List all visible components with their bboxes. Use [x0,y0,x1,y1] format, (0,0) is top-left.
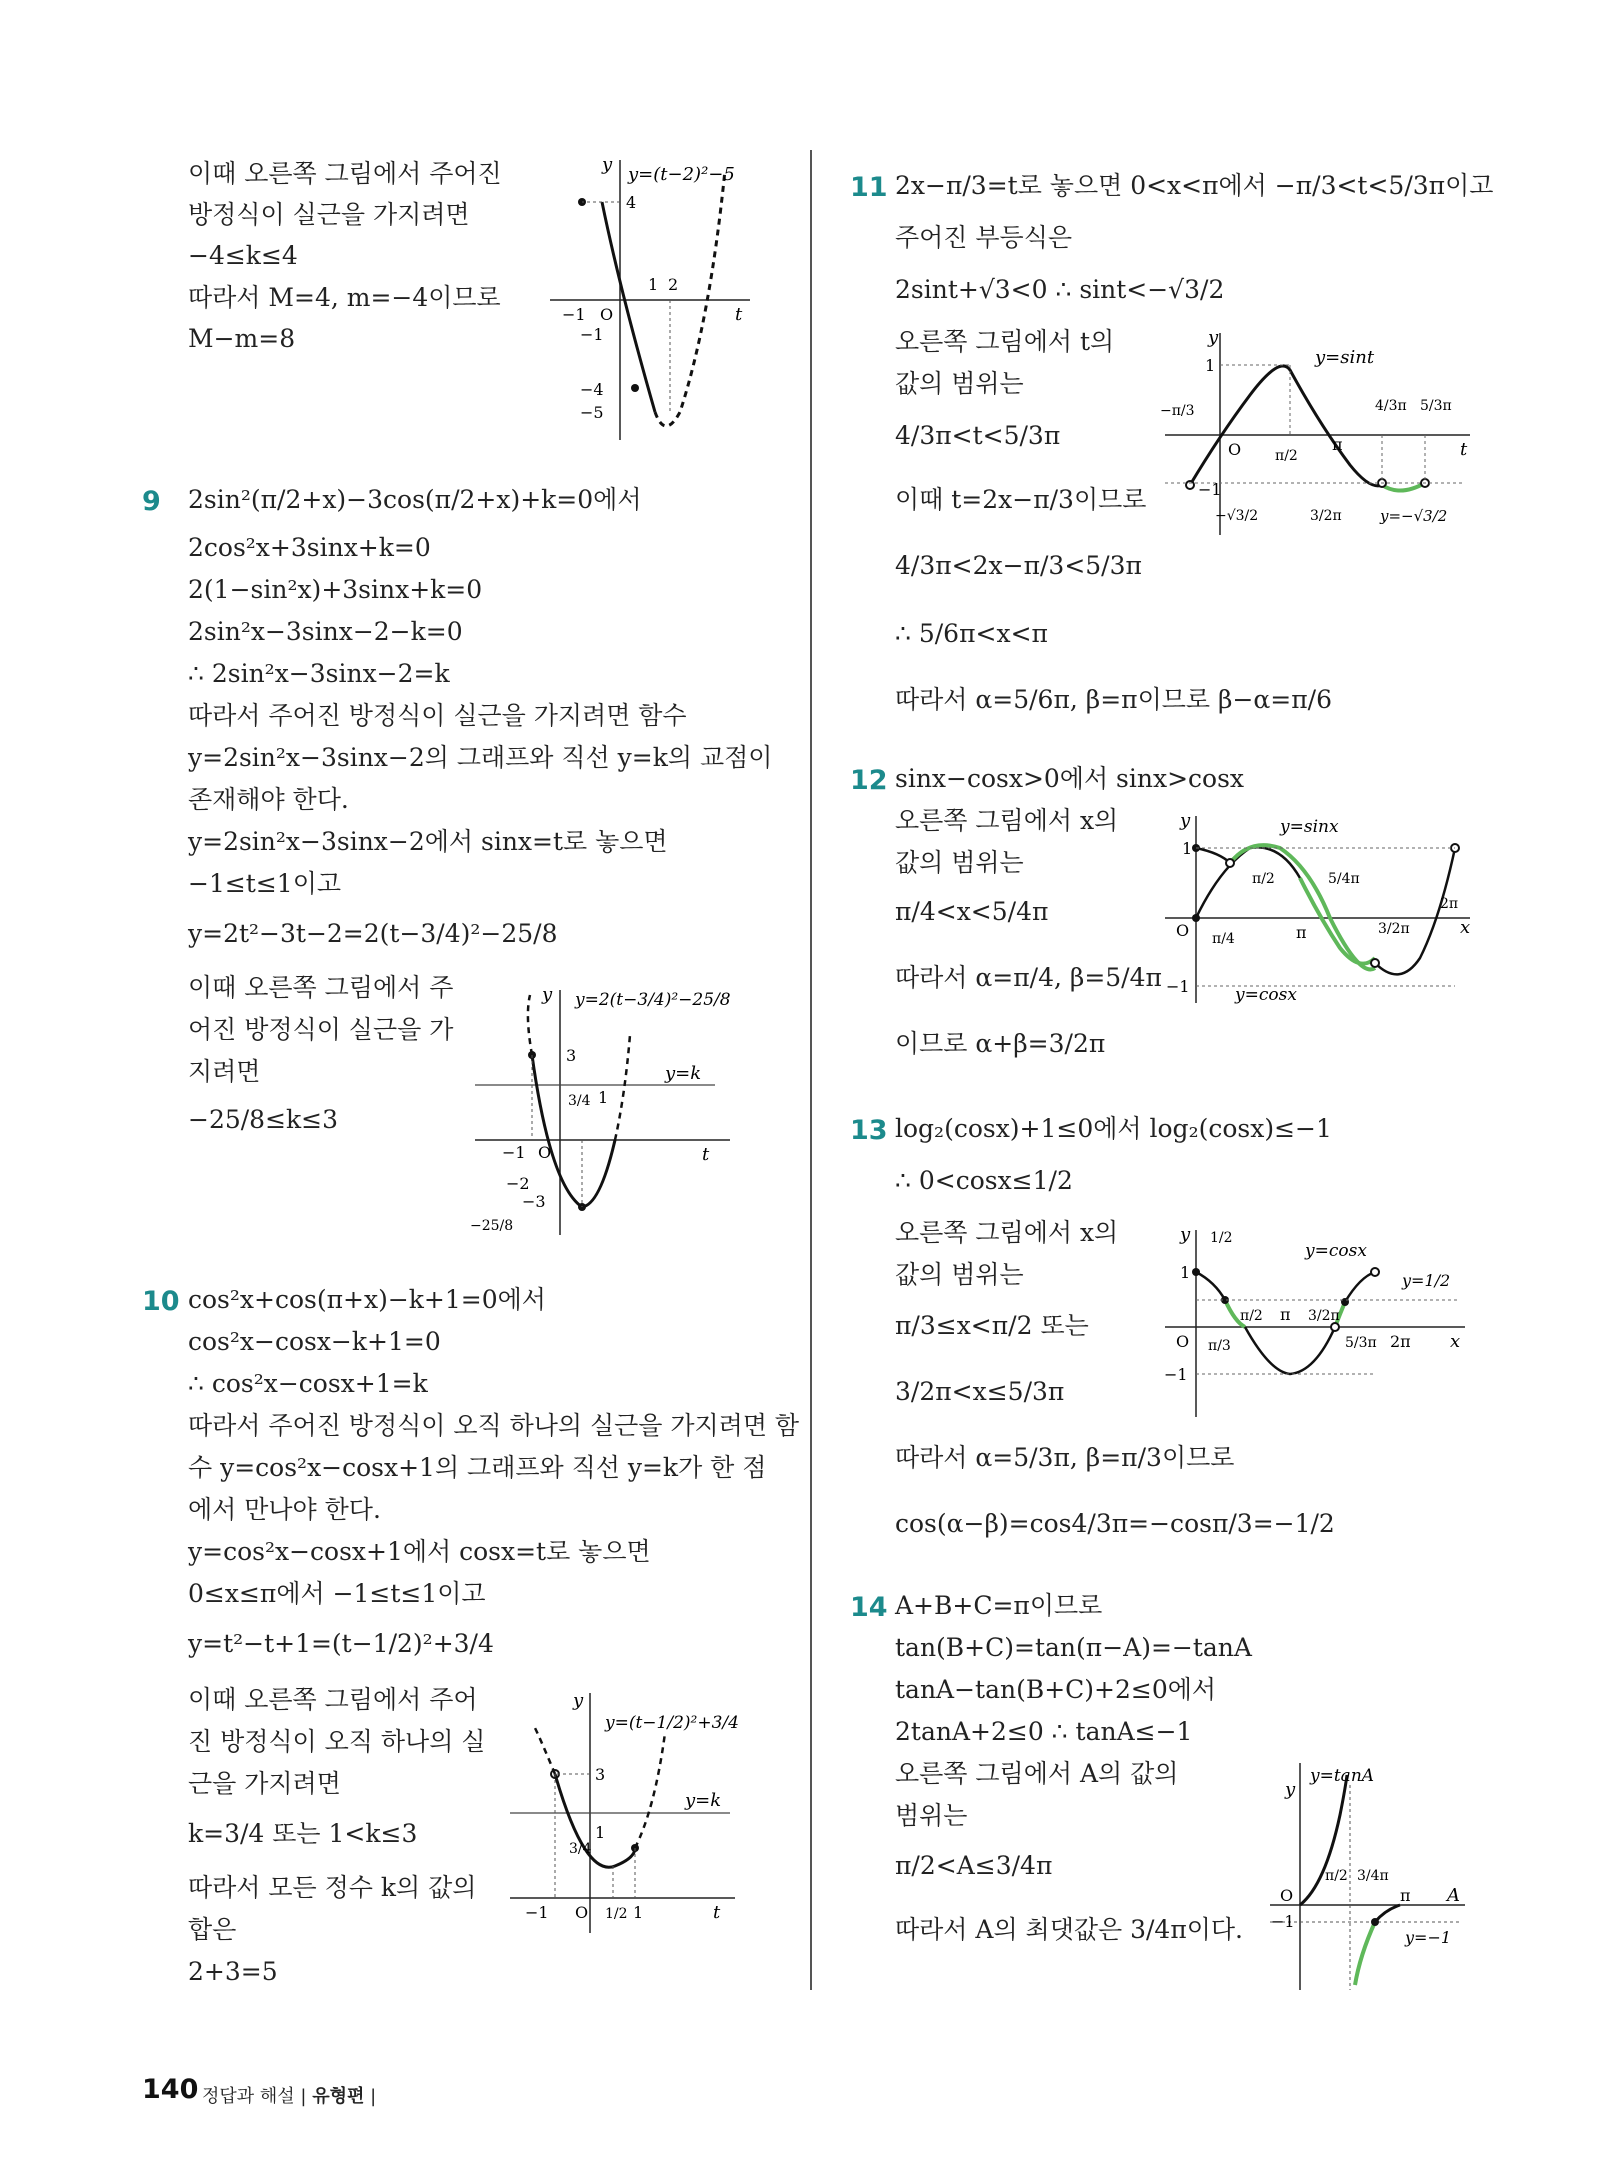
tick-label: O [1228,440,1242,459]
tick-label: −1 [1271,1912,1295,1931]
text-line: π/2<A≤3/4π [895,1851,1053,1880]
tick-label: π/2 [1252,871,1275,887]
tick-label: −1 [502,1143,526,1162]
text-line: 따라서 α=5/3π, β=π/3이므로 [895,1443,1235,1472]
tick-label: O [575,1903,589,1922]
text-line: ∴ 5/6π<x<π [895,619,1048,648]
text-line: y=t²−t+1=(t−1/2)²+3/4 [188,1629,494,1658]
graph-sincos-12-svg [1160,808,1480,1008]
text-line: 4/3π<t<5/3π [895,421,1061,450]
text-line: 범위는 [895,1801,968,1830]
point [1192,1268,1200,1276]
tick-label: π/2 [1325,1868,1348,1884]
graph-cosine-13-svg [1160,1222,1480,1422]
graph-tangent-14 [1265,1755,1475,1995]
line-label: y=−1 [1405,1928,1452,1947]
text-line: 수 y=cos²x−cosx+1의 그래프와 직선 y=k가 한 점 [188,1453,767,1482]
text-line: 합은 [188,1915,237,1944]
tick-label: −1 [1164,1365,1188,1384]
point [1341,1298,1349,1306]
tick-label: 1 [598,1088,609,1107]
graph-parabola-10-svg [505,1688,770,1938]
curve-label: y=sint [1315,347,1375,368]
tick-label: π [1280,1305,1291,1324]
tick-label: O [1280,1886,1294,1905]
text-line: 이때 t=2x−π/3이므로 [895,485,1147,514]
text-line: M−m=8 [188,324,296,353]
tick-label: 1 [1180,1263,1191,1282]
text-line: A+B+C=π이므로 [895,1591,1103,1620]
axis-label: y [573,1690,584,1711]
tick-label: O [1176,921,1190,940]
axis-label: t [1460,439,1468,460]
curve-branch-2 [1375,1905,1400,1922]
open-point [1226,859,1234,867]
text-line: 4/3π<2x−π/3<5/3π [895,551,1142,580]
text-line: 따라서 M=4, m=−4이므로 [188,283,501,312]
tick-label: π/4 [1212,931,1235,947]
tick-label: 2 [668,275,679,294]
text-line: 어진 방정식이 실근을 가 [188,1015,454,1044]
axis-label: t [702,1144,710,1165]
line-label: y=k [665,1063,702,1084]
curve-sin [1196,847,1300,918]
text-line: −25/8≤k≤3 [188,1105,339,1134]
graph-sincos-12 [1160,808,1480,1008]
tick-label: −1 [1166,977,1190,996]
tick-label: −5 [580,403,604,422]
graph-parabola-10 [505,1688,770,1938]
tick-label: 1 [1205,356,1216,375]
axis-label: x [1460,917,1471,938]
curve-solid [555,1774,635,1867]
graph-parabola-1 [540,150,760,450]
graph-parabola-1-svg [540,150,760,450]
text-line: 2x−π/3=t로 놓으면 0<x<π에서 −π/3<t<5/3π이고 [895,171,1494,200]
curve-branch-1 [1300,1775,1347,1905]
tick-label: 5/4π [1328,871,1360,887]
tick-label: π [1296,923,1307,942]
tick-label: 4/3π [1375,398,1407,414]
text-line: 이므로 α+β=3/2π [895,1029,1106,1058]
text-line: tan(B+C)=tan(π−A)=−tanA [895,1633,1252,1662]
tick-label: 3/4 [568,1093,591,1109]
curve-label: y=2(t−3/4)²−25/8 [575,990,731,1010]
text-line: 이때 오른쪽 그림에서 주어진 [188,159,502,188]
text-line: 2sint+√3<0 ∴ sint<−√3/2 [895,275,1225,304]
text-line: cos(α−β)=cos4/3π=−cosπ/3=−1/2 [895,1509,1335,1538]
footer-title: 정답과 해설 | 유형편 | [202,2086,377,2107]
text-line: 2+3=5 [188,1957,278,1986]
curve-cos-a [1196,848,1230,863]
tick-label: 1 [595,1823,606,1842]
curve-label: y=(t−1/2)²+3/4 [605,1713,739,1733]
text-line: 지려면 [188,1057,261,1086]
line-label: y=−√3/2 [1380,507,1448,525]
curve-highlight [1382,483,1425,491]
curve-highlight [1355,1922,1375,1985]
tick-label: −1 [562,305,586,324]
column-divider [810,150,812,1990]
curve-c [1345,1272,1375,1302]
tick-label: 2π [1440,896,1459,912]
point [1192,914,1200,922]
axis-label: A [1447,1885,1460,1906]
point [1371,1918,1379,1926]
text-line: 오른쪽 그림에서 A의 값의 [895,1759,1179,1788]
text-line: 진 방정식이 오직 하나의 실 [188,1727,486,1756]
tick-label: π/2 [1275,448,1298,464]
text-line: y=2t²−3t−2=2(t−3/4)²−25/8 [188,919,558,948]
footer-section: 유형편 [312,2086,365,2107]
text-line: y=2sin²x−3sinx−2의 그래프와 직선 y=k의 교점이 [188,743,773,772]
tick-label: −1 [1198,480,1222,499]
axis-label: x [1450,1331,1461,1352]
text-line: 2sin²x−3sinx−2−k=0 [188,617,463,646]
tick-label: 4 [626,193,637,212]
text-line: 값의 범위는 [895,369,1024,398]
problem-number: 9 [142,486,161,517]
text-line: −4≤k≤4 [188,241,298,270]
tick-label: 1/2 [605,1906,628,1922]
tick-label: 1 [1182,839,1193,858]
axis-label: y [1208,327,1219,348]
text-line: π/3≤x<π/2 또는 [895,1311,1089,1340]
text-line: ∴ cos²x−cosx+1=k [188,1369,428,1398]
text-line: 따라서 주어진 방정식이 실근을 가지려면 함수 [188,701,687,730]
axis-label: t [735,304,743,325]
text-line: 방정식이 실근을 가지려면 [188,200,470,229]
text-line: 0≤x≤π에서 −1≤t≤1이고 [188,1579,486,1608]
text-line: π/4<x<5/4π [895,897,1049,926]
open-point [1371,1268,1379,1276]
tick-label: −√3/2 [1215,508,1259,524]
text-line: k=3/4 또는 1<k≤3 [188,1819,418,1848]
curve-highlight [1300,878,1375,964]
tick-label: 1/2 [1210,1230,1233,1246]
tick-label: 3 [566,1046,577,1065]
text-line: 2tanA+2≤0 ∴ tanA≤−1 [895,1717,1193,1746]
tick-label: O [538,1143,552,1162]
tick-label: 3/2π [1310,508,1342,524]
tick-label: 3/4π [1357,1868,1389,1884]
axis-label: y [1180,1224,1191,1245]
problem-number: 12 [850,765,888,796]
tick-label: −4 [580,380,604,399]
text-line: 오른쪽 그림에서 x의 [895,806,1119,835]
line-label: y=1/2 [1402,1271,1451,1290]
tick-label: π/3 [1208,1338,1231,1354]
graph-sine-11 [1160,325,1480,540]
tick-label: 1 [633,1903,644,1922]
text-line: 2cos²x+3sinx+k=0 [188,533,431,562]
open-point [1186,481,1194,489]
text-line: y=cos²x−cosx+1에서 cosx=t로 놓으면 [188,1537,651,1566]
problem-number: 14 [850,1592,888,1623]
point [631,384,639,392]
text-line: 오른쪽 그림에서 t의 [895,327,1115,356]
tick-label: −1 [580,325,604,344]
graph-parabola-9 [470,975,770,1245]
axis-label: y [1285,1779,1296,1800]
tick-label: −1 [525,1903,549,1922]
graph-tangent-14-svg [1265,1755,1475,1995]
text-line: cos²x+cos(π+x)−k+1=0에서 [188,1285,546,1314]
curve-label: y=tanA [1310,1766,1375,1786]
open-point [1331,1323,1339,1331]
axis-label: t [713,1902,721,1923]
tick-label: −2 [506,1174,530,1193]
text-line: 2sin²(π/2+x)−3cos(π/2+x)+k=0에서 [188,485,642,514]
curve-dashed [655,170,725,426]
text-line: 이때 오른쪽 그림에서 주어 [188,1685,478,1714]
curve-b [1245,1327,1335,1374]
curve-label: y=cosx [1235,985,1297,1005]
text-line: 따라서 모든 정수 k의 값의 [188,1873,477,1902]
text-line: ∴ 2sin²x−3sinx−2=k [188,659,450,688]
tick-label: 3/2π [1378,921,1410,937]
curve-label: y=(t−2)²−5 [628,164,735,185]
tick-label: 2π [1390,1332,1411,1351]
tick-label: 3/4 [569,1841,592,1857]
curve-solid [1190,366,1382,486]
text-line: sinx−cosx>0에서 sinx>cosx [895,764,1245,793]
text-line: 오른쪽 그림에서 x의 [895,1218,1119,1247]
text-line: −1≤t≤1이고 [188,869,341,898]
text-line: 따라서 α=π/4, β=5/4π [895,963,1162,992]
text-line: 2(1−sin²x)+3sinx+k=0 [188,575,483,604]
line-label: y=k [685,1790,722,1811]
text-line: y=2sin²x−3sinx−2에서 sinx=t로 놓으면 [188,827,668,856]
tick-label: 5/3π [1420,398,1452,414]
page-number: 140 [142,2074,199,2105]
text-line: log₂(cosx)+1≤0에서 log₂(cosx)≤−1 [895,1114,1332,1143]
tick-label: 3 [595,1765,606,1784]
tick-label: π/2 [1240,1308,1263,1324]
text-line: cos²x−cosx−k+1=0 [188,1327,441,1356]
tick-label: 1 [648,275,659,294]
text-line: 에서 만나야 한다. [188,1495,381,1524]
graph-parabola-9-svg [470,975,770,1245]
open-point [1371,959,1379,967]
text-line: 따라서 주어진 방정식이 오직 하나의 실근을 가지려면 함 [188,1411,800,1440]
tick-label: π [1400,1886,1411,1905]
text-line: 주어진 부등식은 [895,223,1072,252]
curve-solid [532,1055,615,1207]
curve-a [1196,1272,1225,1300]
tick-label: −3 [522,1192,546,1211]
axis-label: y [602,154,613,175]
graph-cosine-13 [1160,1222,1480,1422]
axis-label: y [1180,810,1191,831]
text-line: 존재해야 한다. [188,785,349,814]
tick-label: −π/3 [1160,403,1195,419]
tick-label: O [600,305,614,324]
axis-label: y [542,984,553,1005]
footer-book-title: 정답과 해설 [202,2086,295,2107]
problem-number: 13 [850,1115,888,1146]
text-line: 값의 범위는 [895,1260,1024,1289]
text-line: 값의 범위는 [895,848,1024,877]
tick-label: −25/8 [470,1218,514,1234]
text-line: 근을 가지려면 [188,1769,341,1798]
tick-label: 5/3π [1345,1335,1377,1351]
curve-label: y=cosx [1305,1241,1367,1261]
problem-number: 10 [142,1286,180,1317]
tick-label: O [1176,1332,1190,1351]
tick-label: 3/2π [1308,1308,1340,1324]
curve-label: y=sinx [1280,817,1339,837]
text-line: 따라서 α=5/6π, β=π이므로 β−α=π/6 [895,685,1333,714]
text-line: 이때 오른쪽 그림에서 주 [188,973,454,1002]
curve-highlight [1230,845,1375,969]
problem-number: 11 [850,172,888,203]
text-line: 3/2π<x≤5/3π [895,1377,1065,1406]
text-line: ∴ 0<cosx≤1/2 [895,1166,1073,1195]
text-line: 따라서 A의 최댓값은 3/4π이다. [895,1915,1244,1944]
text-line: tanA−tan(B+C)+2≤0에서 [895,1675,1217,1704]
graph-sine-11-svg [1160,325,1480,540]
tick-label: π [1332,435,1343,454]
